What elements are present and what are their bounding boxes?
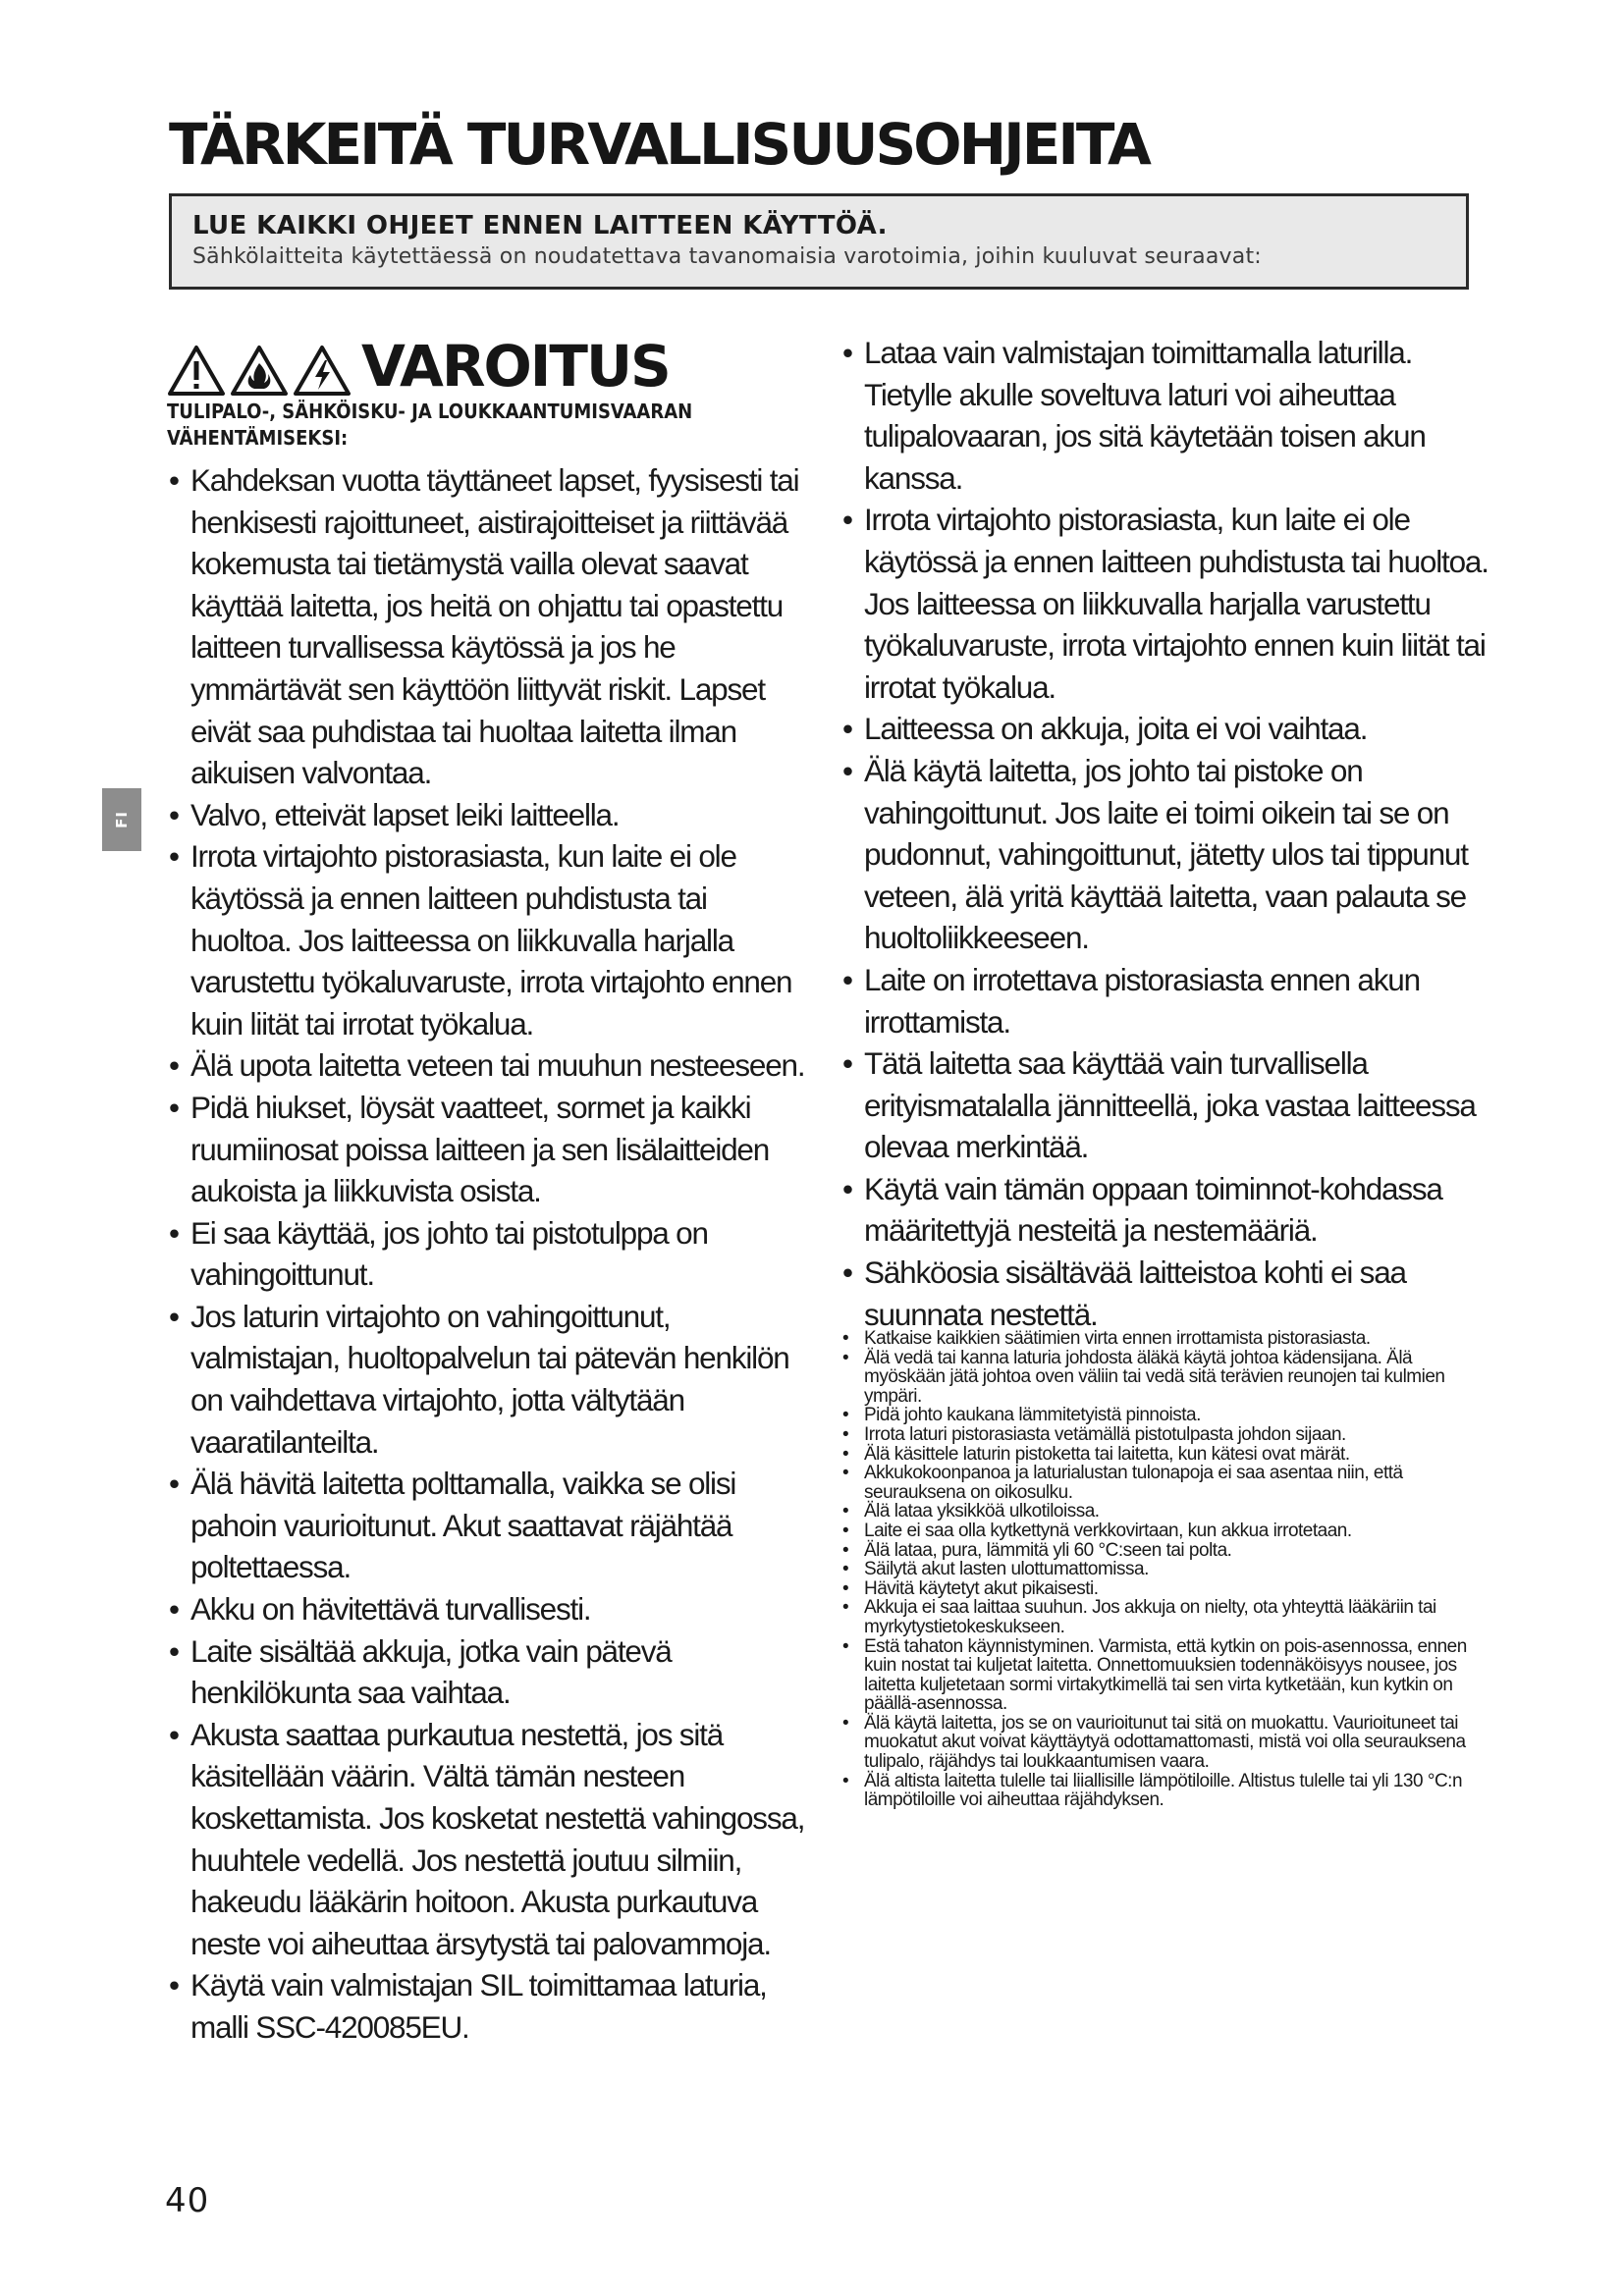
list-item: • Hävitä käytetyt akut pikaisesti. (842, 1579, 1490, 1599)
list-item: • Irrota laturi pistorasiasta vetämällä pistotulpasta johdon sijaan. (842, 1425, 1490, 1445)
list-item: • Älä vedä tai kanna laturia johdosta äläkä käytä johtoa kädensijana. Älä myöskään jätä johtoa oven väliin tai vedä sitä terävien reunojen tai kulmien ympäri. (842, 1349, 1490, 1407)
list-item: • Pidä hiukset, löysät vaatteet, sormet ja kaikki ruumiinosat poissa laitteen ja sen lisälaitteiden aukoista ja liikkuvista osista. (169, 1087, 807, 1212)
warning-subtitle-line-1: TULIPALO-, SÄHKÖISKU- JA LOUKKAANTUMISVAARAN (167, 400, 693, 423)
list-item: • Akkuja ei saa laittaa suuhun. Jos akkuja on nielty, ota yhteyttä lääkäriin tai myrkytystietokeskukseen. (842, 1598, 1490, 1636)
list-item: • Käytä vain tämän oppaan toiminnot-kohdassa määritettyjä nesteitä ja nestemääriä. (842, 1168, 1490, 1252)
language-tab-label: FI (112, 811, 131, 828)
language-tab (102, 788, 141, 851)
list-item: • Älä upota laitetta veteen tai muuhun nesteeseen. (169, 1044, 807, 1087)
list-item: • Ei saa käyttää, jos johto tai pistotulppa on vahingoittunut. (169, 1212, 807, 1296)
list-item: • Akku on hävitettävä turvallisesti. (169, 1588, 807, 1630)
warning-triangle-icon (167, 344, 226, 397)
list-item: • Älä hävitä laitetta polttamalla, vaikka se olisi pahoin vaurioitunut. Akut saattavat räjähtää poltettaessa. (169, 1463, 807, 1588)
list-item: • Katkaise kaikkien säätimien virta ennen irrottamista pistorasiasta. (842, 1329, 1490, 1349)
list-item: • Laite on irrotettava pistorasiasta ennen akun irrottamista. (842, 959, 1490, 1042)
notice-heading: LUE KAIKKI OHJEET ENNEN LAITTEEN KÄYTTÖÄ. (192, 211, 888, 240)
list-item: • Älä altista laitetta tulelle tai liiallisille lämpötiloille. Altistus tulelle tai yli 130 °C:n lämpötiloille voi aiheuttaa räjähdyksen. (842, 1772, 1490, 1810)
right-small-print-list (842, 1329, 1490, 1810)
list-item: • Pidä johto kaukana lämmitetyistä pinnoista. (842, 1406, 1490, 1425)
list-item: • Älä käsittele laturin pistoketta tai laitetta, kun kätesi ovat märät. (842, 1445, 1490, 1465)
warning-block (167, 328, 795, 452)
list-item: • Laitteessa on akkuja, joita ei voi vaihtaa. (842, 708, 1490, 750)
list-item: • Tätä laitetta saa käyttää vain turvallisella erityismatalalla jännitteellä, joka vastaa laitteessa olevaa merkintää. (842, 1042, 1490, 1168)
list-item: • Irrota virtajohto pistorasiasta, kun laite ei ole käytössä ja ennen laitteen puhdistusta tai huoltoa. Jos laitteessa on liikkuvalla harjalla varustettu työkaluvaruste, irrota virtajohto ennen kuin liität tai irrotat työkalua. (842, 499, 1490, 708)
left-safety-list (169, 459, 807, 2049)
list-item: • Älä käytä laitetta, jos johto tai pistoke on vahingoittunut. Jos laite ei toimi oikein tai se on pudonnut, vahingoittunut, jätetty ulos tai tippunut veteen, älä yritä käyttää laitetta, vaan palauta se huoltoliikkeeseen. (842, 750, 1490, 959)
list-item: • Jos laturin virtajohto on vahingoittunut, valmistajan, huoltopalvelun tai pätevän henkilön on vaihdettava virtajohto, jotta vältytään vaaratilanteilta. (169, 1296, 807, 1463)
list-item: • Valvo, etteivät lapset leiki laitteella. (169, 794, 807, 836)
list-item: • Irrota virtajohto pistorasiasta, kun laite ei ole käytössä ja ennen laitteen puhdistusta tai huoltoa. Jos laitteessa on liikkuvalla harjalla varustettu työkaluvaruste, irrota virtajohto ennen kuin liität tai irrotat työkalua. (169, 835, 807, 1044)
notice-text: Sähkölaitteita käytettäessä on noudatettava tavanomaisia varotoimia, joihin kuuluvat seuraavat: (192, 244, 1262, 269)
list-item: • Käytä vain valmistajan SIL toimittamaa laturia, malli SSC-420085EU. (169, 1964, 807, 2048)
list-item: • Akkukokoonpanoa ja laturialustan tulonapoja ei saa asentaa niin, että seurauksena on oikosulku. (842, 1464, 1490, 1502)
warning-title: VAROITUS (361, 333, 670, 400)
list-item: • Estä tahaton käynnistyminen. Varmista, että kytkin on pois-asennossa, ennen kuin nostat tai kuljetat laitetta. Onnettomuuksien todennäköisyys nousee, jos laitetta kuljetetaan sormi virtakytkimellä tai sen virta kytketään, kun kytkin on päällä-asennossa. (842, 1637, 1490, 1714)
fire-hazard-icon (230, 344, 289, 397)
list-item: • Kahdeksan vuotta täyttäneet lapset, fyysisesti tai henkisesti rajoittuneet, aistirajoitteiset ja riittävää kokemusta tai tietämystä vailla olevat saavat käyttää laitetta, jos heitä on ohjattu tai opastettu laitteen turvallisessa käytössä ja jos he ymmärtävät sen käyttöön liittyvät riskit. Lapset eivät saa puhdistaa tai huoltaa laitetta ilman aikuisen valvontaa. (169, 459, 807, 794)
read-instructions-notice (169, 193, 1469, 290)
list-item: • Älä lataa yksikköä ulkotiloissa. (842, 1502, 1490, 1522)
list-item: • Älä käytä laitetta, jos se on vaurioitunut tai sitä on muokattu. Vaurioituneet tai muokatut akut voivat käyttäytyä odottamattomasti, mistä voi olla seurauksena tulipalo, räjähdys tai loukkaantumisen vaara. (842, 1714, 1490, 1772)
list-item: • Laite sisältää akkuja, jotka vain pätevä henkilökunta saa vaihtaa. (169, 1630, 807, 1714)
right-safety-list (842, 332, 1490, 1335)
warning-subtitle (167, 399, 815, 452)
warning-header (167, 328, 795, 400)
page-title: TÄRKEITÄ TURVALLISUUSOHJEITA (169, 111, 1149, 178)
list-item: • Akusta saattaa purkautua nestettä, jos sitä käsitellään väärin. Vältä tämän nesteen koskettamista. Jos kosketat nestettä vahingossa, huuhtele vedellä. Jos nestettä joutuu silmiin, hakeudu lääkärin hoitoon. Akusta purkautuva neste voi aiheuttaa ärsytystä tai palovammoja. (169, 1714, 807, 1965)
list-item: • Sähköosia sisältävää laitteistoa kohti ei saa suunnata nestettä. (842, 1252, 1490, 1335)
list-item: • Laite ei saa olla kytkettynä verkkovirtaan, kun akkua irrotetaan. (842, 1522, 1490, 1541)
list-item: • Älä lataa, pura, lämmitä yli 60 °C:seen tai polta. (842, 1541, 1490, 1561)
list-item: • Säilytä akut lasten ulottumattomissa. (842, 1560, 1490, 1579)
page-number: 40 (165, 2181, 210, 2220)
warning-subtitle-line-2: VÄHENTÄMISEKSI: (167, 426, 349, 450)
electric-shock-icon (293, 344, 352, 397)
list-item: • Lataa vain valmistajan toimittamalla laturilla. Tietylle akulle soveltuva laturi voi aiheuttaa tulipalovaaran, jos sitä käytetään toisen akun kanssa. (842, 332, 1490, 499)
